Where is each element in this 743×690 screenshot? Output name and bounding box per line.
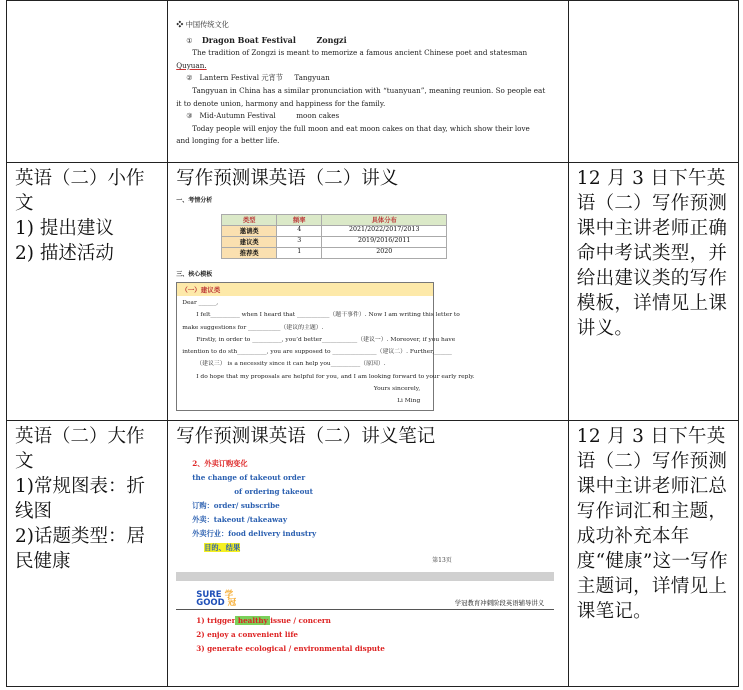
stat-row: 邀请类 4 2021/2022/2017/2013 — [222, 226, 447, 237]
topic-title: 文 — [15, 451, 34, 472]
highlighted-note: 目的、结果 — [204, 543, 241, 552]
notes-heading: ❖ 中国传统文化 — [176, 20, 229, 29]
empty-cell — [568, 1, 738, 163]
page-number: 第13页 — [432, 557, 452, 564]
topic-item: 线图 — [15, 501, 53, 522]
festival-text: it to denote union, harmony and happiness for the family. — [176, 98, 386, 108]
description-text: 12 月 3 日下午英语（二）写作预测课中主讲老师汇总写作词汇和主题，成功补充本年度“健康”这一写作主题词，详情见上课笔记。 — [576, 426, 728, 622]
topic-item: 1)常规图表：折 — [15, 476, 145, 497]
notes-heading: 2、外卖订购变化 — [192, 459, 248, 468]
notes-thumbnail: 2、外卖订购变化 the change of takeout order of ordering takeout 订购：order/ subscribe 外卖：takeout /takeaway 外卖行业：food delivery industry 目的、结果 第13页 SURE 学 GOOD 冠 学冠教育冲刺阶段英语辅导讲义 1) trigger healthy issue / concern 2) enjoy a convenient life 3) generate ecological / environmental dispute — [168, 449, 568, 656]
festival-food: moon cakes — [296, 111, 340, 121]
comparison-table — [6, 0, 739, 687]
culture-notes-cell — [168, 1, 569, 163]
handout-header — [176, 591, 554, 610]
stat-row: 建议类 3 2019/2016/2011 — [222, 237, 447, 248]
item-num: ② — [186, 73, 193, 83]
handout-header-text: 学冠教育冲刺阶段英语辅导讲义 — [454, 599, 545, 607]
topic-cell — [7, 421, 168, 687]
festival-text: Today people will enjoy the full moon and eat moon cakes on that day, which show their love — [192, 123, 530, 133]
letter-template: （一）建议类 Dear ______, I felt__________ when I heard that ___________（题干事件）. Now I am writing this letter to make suggestions for ___________（建议的主题）. Firstly, in order to __________, you’d better____________（建议一）. Moreover, if you have intention to do sth__________, you are supposed to _______________（建议二）. Further,______ （建议三） is a necessity since it can help you__________（原因）. I do hope that my proposals are helpful for you, and I am looking forward to your early reply. Yours sincerely, Li Ming — [176, 282, 434, 411]
culture-notes — [168, 1, 568, 148]
festival-title: Mid-Autumn Festival — [199, 111, 276, 121]
stat-header: 类型 频率 具体分布 — [222, 215, 447, 226]
handout-thumbnail — [168, 195, 568, 411]
notes-title: 写作预测课英语（二）讲义笔记 — [176, 426, 436, 447]
template-heading: （一）建议类 — [177, 283, 433, 296]
table-row — [7, 421, 739, 687]
empty-cell — [7, 1, 168, 163]
topic-item: 民健康 — [15, 551, 71, 572]
festival-text: Tangyuan in China has a similar pronunciation with “tuanyuan”, meaning reunion. So people eat — [192, 85, 546, 95]
table-row — [7, 1, 739, 163]
notes-cell — [168, 421, 569, 687]
festival-food: Zongzi — [316, 34, 347, 45]
topic-title: 英语（二）小作 — [15, 168, 145, 189]
page-separator — [176, 572, 554, 581]
festival-food: Tangyuan — [294, 73, 330, 83]
festival-text: The tradition of Zongzi is meant to memorize a famous ancient Chinese poet and statesman — [192, 48, 528, 58]
item-num: ① — [186, 35, 193, 45]
section-heading: 一、考情分析 — [176, 197, 213, 204]
item-num: ③ — [186, 111, 193, 121]
topic-item: 2)话题类型：居 — [15, 526, 145, 547]
handout-title: 写作预测课英语（二）讲义 — [176, 168, 399, 189]
description-text: 12 月 3 日下午英语（二）写作预测课中主讲老师正确命中考试类型，并给出建议类的写作模板，详情见上课讲义。 — [576, 168, 728, 339]
festival-title: Dragon Boat Festival — [201, 34, 296, 45]
handout-cell — [168, 163, 569, 421]
stat-row: 推荐类 1 2020 — [222, 248, 447, 259]
brand-logo: SURE 学 GOOD 冠 — [196, 590, 237, 608]
topic-title: 英语（二）大作 — [15, 426, 145, 447]
festival-title: Lantern Festival 元宵节 — [199, 73, 283, 83]
festival-text: Quyuan. — [176, 60, 207, 70]
exam-stat-table — [221, 214, 447, 259]
festival-text: and longing for a better life. — [176, 136, 280, 146]
topic-item: 1) 提出建议 — [15, 218, 114, 239]
description-cell — [568, 163, 738, 421]
topic-cell — [7, 163, 168, 421]
section-heading: 三、核心模板 — [176, 271, 213, 278]
table-row — [7, 163, 739, 421]
highlighted-word: healthy — [235, 616, 271, 625]
topic-item: 2) 描述活动 — [15, 243, 114, 264]
description-cell — [568, 421, 738, 687]
topic-title: 文 — [15, 193, 34, 214]
